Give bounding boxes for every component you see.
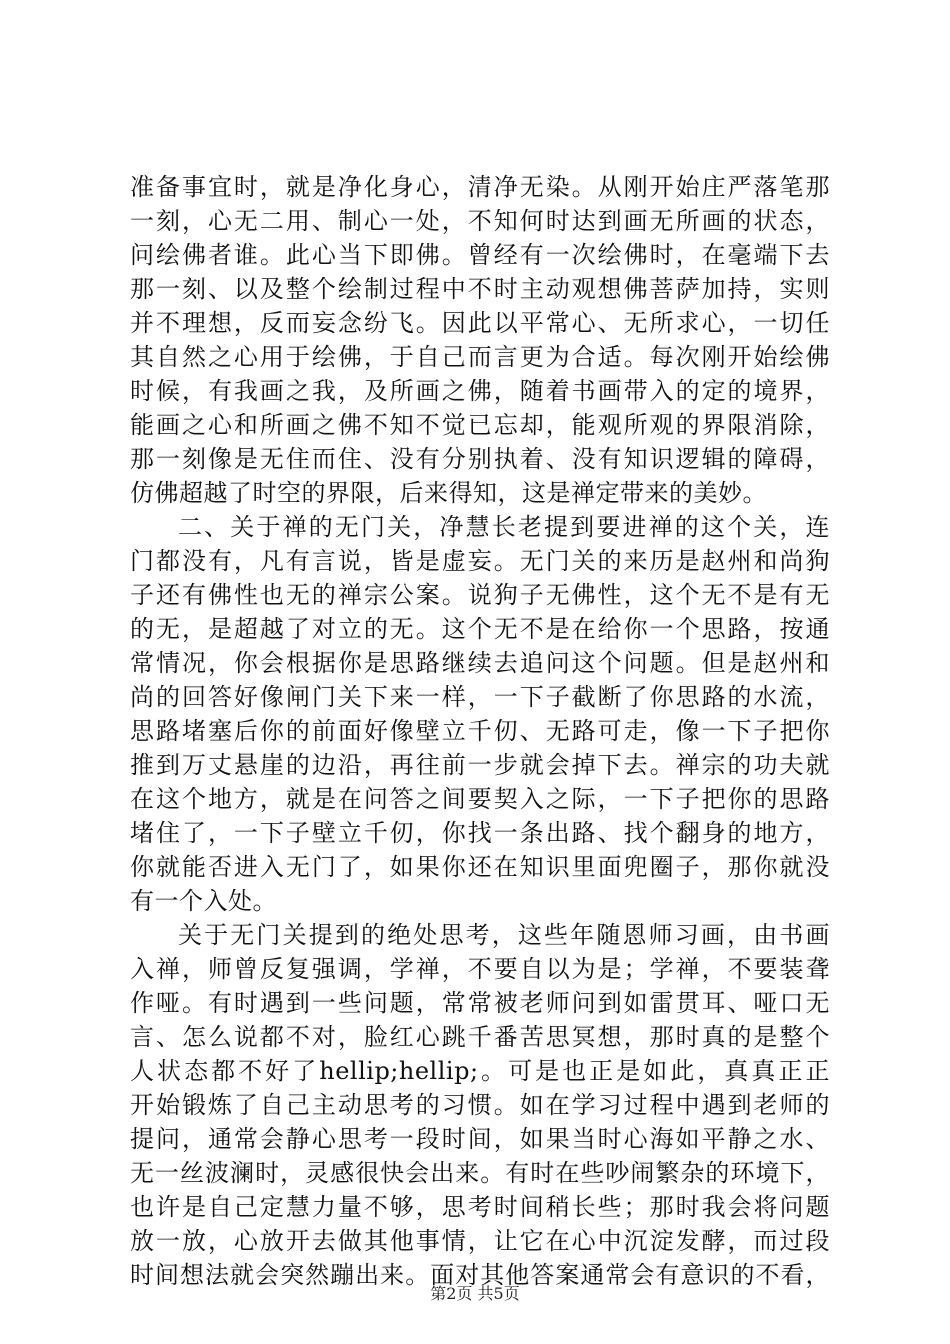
text-line-26: 言、怎么说都不对，脸红心跳千番苦思冥想，那时真的是整个 (130, 1023, 830, 1051)
text-line-23: 关于无门关提到的绝处思考，这些年随恩师习画，由书画 (178, 921, 830, 949)
text-line-6: 其自然之心用于绘佛，于自己而言更为合适。每次刚开始绘佛 (130, 343, 830, 371)
text-line-18: 推到万丈悬崖的边沿，再往前一步就会掉下去。禅宗的功夫就 (130, 751, 830, 779)
text-line-11: 二、关于禅的无门关，净慧长老提到要进禅的这个关，连 (178, 513, 830, 541)
text-line-21: 你就能否进入无门了，如果你还在知识里面兜圈子，那你就没 (130, 853, 830, 881)
text-line-31: 也许是自己定慧力量不够，思考时间稍长些；那时我会将问题 (130, 1193, 830, 1221)
text-line-13: 子还有佛性也无的禅宗公案。说狗子无佛性，这个无不是有无 (130, 581, 830, 609)
text-line-2: 一刻，心无二用、制心一处，不知何时达到画无所画的状态， (130, 207, 830, 235)
text-line-29: 提问，通常会静心思考一段时间，如果当时心海如平静之水、 (130, 1125, 830, 1153)
text-line-25: 作哑。有时遇到一些问题，常常被老师问到如雷贯耳、哑口无 (130, 989, 830, 1017)
text-line-5: 并不理想，反而妄念纷飞。因此以平常心、无所求心，一切任 (130, 309, 830, 337)
text-line-27: 人状态都不好了hellip;hellip;。可是也正是如此，真真正正 (130, 1057, 830, 1085)
text-line-8: 能画之心和所画之佛不知不觉已忘却，能观所观的界限消除， (130, 411, 830, 439)
text-line-16: 尚的回答好像闸门关下来一样，一下子截断了你思路的水流， (130, 683, 830, 711)
text-line-3: 问绘佛者谁。此心当下即佛。曾经有一次绘佛时，在毫端下去 (130, 241, 830, 269)
text-line-4: 那一刻、以及整个绘制过程中不时主动观想佛菩萨加持，实则 (130, 275, 830, 303)
text-line-20: 堵住了，一下子壁立千仞，你找一条出路、找个翻身的地方， (130, 819, 830, 847)
text-line-7: 时候，有我画之我，及所画之佛，随着书画带入的定的境界， (130, 377, 830, 405)
text-line-22: 有一个入处。 (130, 887, 277, 915)
page-number-footer: 第2页 共5页 (430, 1284, 520, 1303)
text-line-15: 常情况，你会根据你是思路继续去追问这个问题。但是赵州和 (130, 649, 830, 677)
text-line-24: 入禅，师曾反复强调，学禅，不要自以为是；学禅，不要装聋 (130, 955, 830, 983)
text-line-9: 那一刻像是无住而住、没有分别执着、没有知识逻辑的障碍， (130, 445, 830, 473)
text-line-14: 的无，是超越了对立的无。这个无不是在给你一个思路，按通 (130, 615, 830, 643)
text-line-10: 仿佛超越了时空的界限，后来得知，这是禅定带来的美妙。 (130, 479, 767, 507)
text-line-17: 思路堵塞后你的前面好像壁立千仞、无路可走，像一下子把你 (130, 717, 830, 745)
text-line-28: 开始锻炼了自己主动思考的习惯。如在学习过程中遇到老师的 (130, 1091, 830, 1119)
text-line-33: 时间想法就会突然蹦出来。面对其他答案通常会有意识的不看， (130, 1261, 830, 1289)
text-line-12: 门都没有，凡有言说，皆是虚妄。无门关的来历是赵州和尚狗 (130, 547, 830, 575)
document-body (130, 170, 830, 1292)
text-line-32: 放一放，心放开去做其他事情，让它在心中沉淀发酵，而过段 (130, 1227, 830, 1255)
text-line-19: 在这个地方，就是在问答之间要契入之际，一下子把你的思路 (130, 785, 830, 813)
text-line-30: 无一丝波澜时，灵感很快会出来。有时在些吵闹繁杂的环境下， (130, 1159, 830, 1187)
text-line-1: 准备事宜时，就是净化身心，清净无染。从刚开始庄严落笔那 (130, 173, 830, 201)
